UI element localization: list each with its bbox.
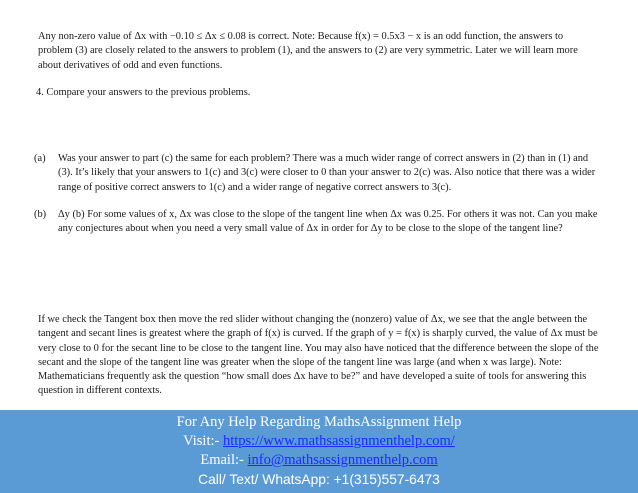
footer-phone: Call/ Text/ WhatsApp: +1(315)557-6473 [198, 472, 440, 487]
footer-heading: For Any Help Regarding MathsAssignment Help [176, 414, 462, 430]
intro-paragraph: Any non-zero value of Δx with −0.10 ≤ Δx ≤ 0.08 is correct. Note: Because f(x) = 0.5x3 − x is an odd function, the answers to problem (3) are closely related to the answers to problem (1), and the answers to (2) are very symmetric. Later we will learn more about derivatives of odd and even functions. [38, 31, 578, 71]
footer-email-line [0, 451, 638, 470]
list-item-label: (a) [34, 153, 46, 164]
website-link[interactable]: https://www.mathsassignmenthelp.com/ [222, 433, 455, 449]
visit-label: Visit:- [183, 433, 223, 449]
closing-paragraph: If we check the Tangent box then move the red slider without changing the (nonzero) value of Δx, we see that the angle between the tangent and secant lines is greatest where the graph of f(x) is curved. If the graph of y = f(x) is sharply curved, the value of Δx must be very close to 0 for the secant line to be close to the tangent line. You may also have noticed that the difference between the slope of the secant and the slope of the tangent line was greater when the slope of the tangent line was large (and when x was large). Note: Mathematicians frequently ask the question “how small does Δx have to be?” and have developed a suite of tools for answering this question in different contexts. [38, 314, 599, 397]
list-item-text: Was your answer to part (c) the same for each problem? There was a much wider range of correct answers in (2) than in (1) and (3). It’s likely that your answers to 1(c) and 3(c) were closer to 0 than your answer to 2(c) was. Also notice that there was a wider range of positive correct answers to 1(c) and a wider range of negative correct answers to 3(c). [58, 153, 596, 193]
footer-visit-line [0, 432, 638, 451]
email-label: Email:- [200, 452, 248, 468]
email-link[interactable]: info@mathsassignmenthelp.com [247, 452, 438, 468]
contact-footer [0, 410, 638, 493]
compare-heading: 4. Compare your answers to the previous problems. [36, 87, 251, 98]
list-item-text: Δy (b) For some values of x, Δx was close to the slope of the tangent line when Δx was 0.25. For others it was not. Can you make any conjectures about when you need a very small value of Δx in order for Δy to be close to the slope of the tangent line? [58, 209, 598, 235]
list-item-label: (b) [34, 209, 47, 220]
